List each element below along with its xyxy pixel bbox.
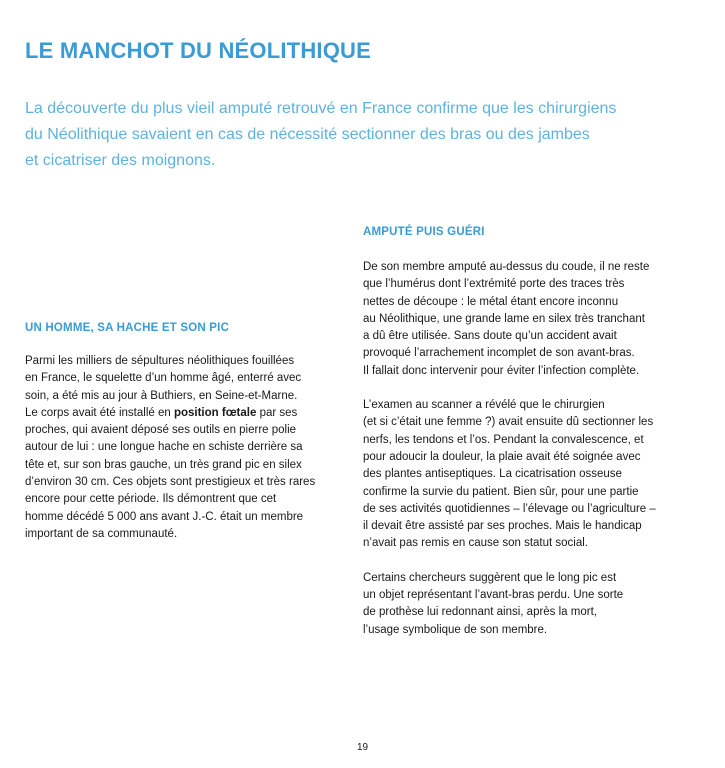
text-line: en France, le squelette d’un homme âgé, enterré avec — [25, 372, 302, 385]
text-line: pour adoucir la douleur, la plaie avait été soignée avec — [363, 450, 641, 463]
paragraph — [363, 259, 703, 380]
article-title: LE MANCHOT DU NÉOLITHIQUE — [25, 38, 371, 63]
text-line: de prothèse lui redonnant ainsi, après la mort, — [363, 606, 597, 619]
text-line: proches, qui avaient déposé ses outils en pierre polie — [25, 424, 297, 437]
paragraph — [25, 353, 325, 543]
text-line: d’environ 30 cm. Ces objets sont prestigieux et très rares — [25, 476, 316, 489]
left-column — [25, 322, 325, 543]
text-line: L’examen au scanner a révélé que le chirurgien — [363, 399, 605, 412]
text-line: au Néolithique, une grande lame en silex très tranchant — [363, 312, 645, 325]
text-fragment: Le corps avait été installé en — [25, 406, 174, 419]
text-fragment: par ses — [256, 406, 298, 419]
section-heading-un-homme: UN HOMME, SA HACHE ET SON PIC — [25, 322, 230, 334]
text-line: provoqué l’arrachement incomplet de son avant-bras. — [363, 347, 635, 360]
text-line: Certains chercheurs suggèrent que le long pic est — [363, 571, 617, 584]
text-line: n’avait pas remis en cause son statut social. — [363, 537, 589, 550]
text-line: tête et, sur son bras gauche, un très grand pic en silex — [25, 458, 302, 471]
text-line: Parmi les milliers de sépultures néolithiques fouillées — [25, 355, 295, 367]
text-line: des plantes antiseptiques. La cicatrisation osseuse — [363, 468, 622, 481]
article-lead — [25, 96, 695, 174]
text-line: autour de lui : une longue hache en schiste derrière sa — [25, 441, 303, 454]
paragraph — [363, 570, 703, 639]
text-line: un objet représentant l’avant-bras perdu. Une sorte — [363, 589, 624, 602]
emphasis-position-foetale: position fœtale — [173, 406, 257, 419]
text-line: de ses activités quotidiennes – l’élevage ou l’agriculture – — [363, 502, 656, 515]
text-line: homme décédé 5 000 ans avant J.-C. était un membre — [25, 510, 304, 523]
lead-line: La découverte du plus vieil amputé retrouvé en France confirme que les chirurgiens — [25, 100, 617, 117]
text-line — [25, 405, 325, 422]
text-line: a dû être utilisée. Sans doute qu’un accident avait — [363, 330, 617, 343]
text-line: encore pour cette période. Ils démontrent que cet — [25, 493, 277, 506]
text-line: que l’humérus dont l’extrémité porte des traces très — [363, 278, 625, 291]
section-heading-ampute-puis-gueri: AMPUTÉ PUIS GUÉRI — [363, 226, 485, 238]
text-line: confirme la survie du patient. Bien sûr, pour une partie — [363, 485, 639, 498]
text-line: De son membre amputé au-dessus du coude, il ne reste — [363, 261, 650, 273]
lead-line: du Néolithique savaient en cas de nécessité sectionner des bras ou des jambes — [25, 126, 590, 143]
text-line: l’usage symbolique de son membre. — [363, 623, 548, 636]
paragraph — [363, 397, 703, 553]
text-line: nerfs, les tendons et l’os. Pendant la convalescence, et — [363, 433, 644, 446]
text-line: (et si c’était une femme ?) avait ensuite dû sectionner les — [363, 416, 654, 429]
lead-line: et cicatriser des moignons. — [25, 152, 216, 169]
text-line: soin, a été mis au jour à Buthiers, en Seine-et-Marne. — [25, 389, 298, 402]
text-line: important de sa communauté. — [25, 527, 178, 540]
page-number: 19 — [356, 742, 369, 753]
text-line: nettes de découpe : le métal étant encore inconnu — [363, 295, 619, 308]
right-column — [363, 226, 703, 639]
text-line: il devait être assisté par ses proches. Mais le handicap — [363, 520, 642, 533]
text-line: Il fallait donc intervenir pour éviter l’infection complète. — [363, 364, 640, 377]
